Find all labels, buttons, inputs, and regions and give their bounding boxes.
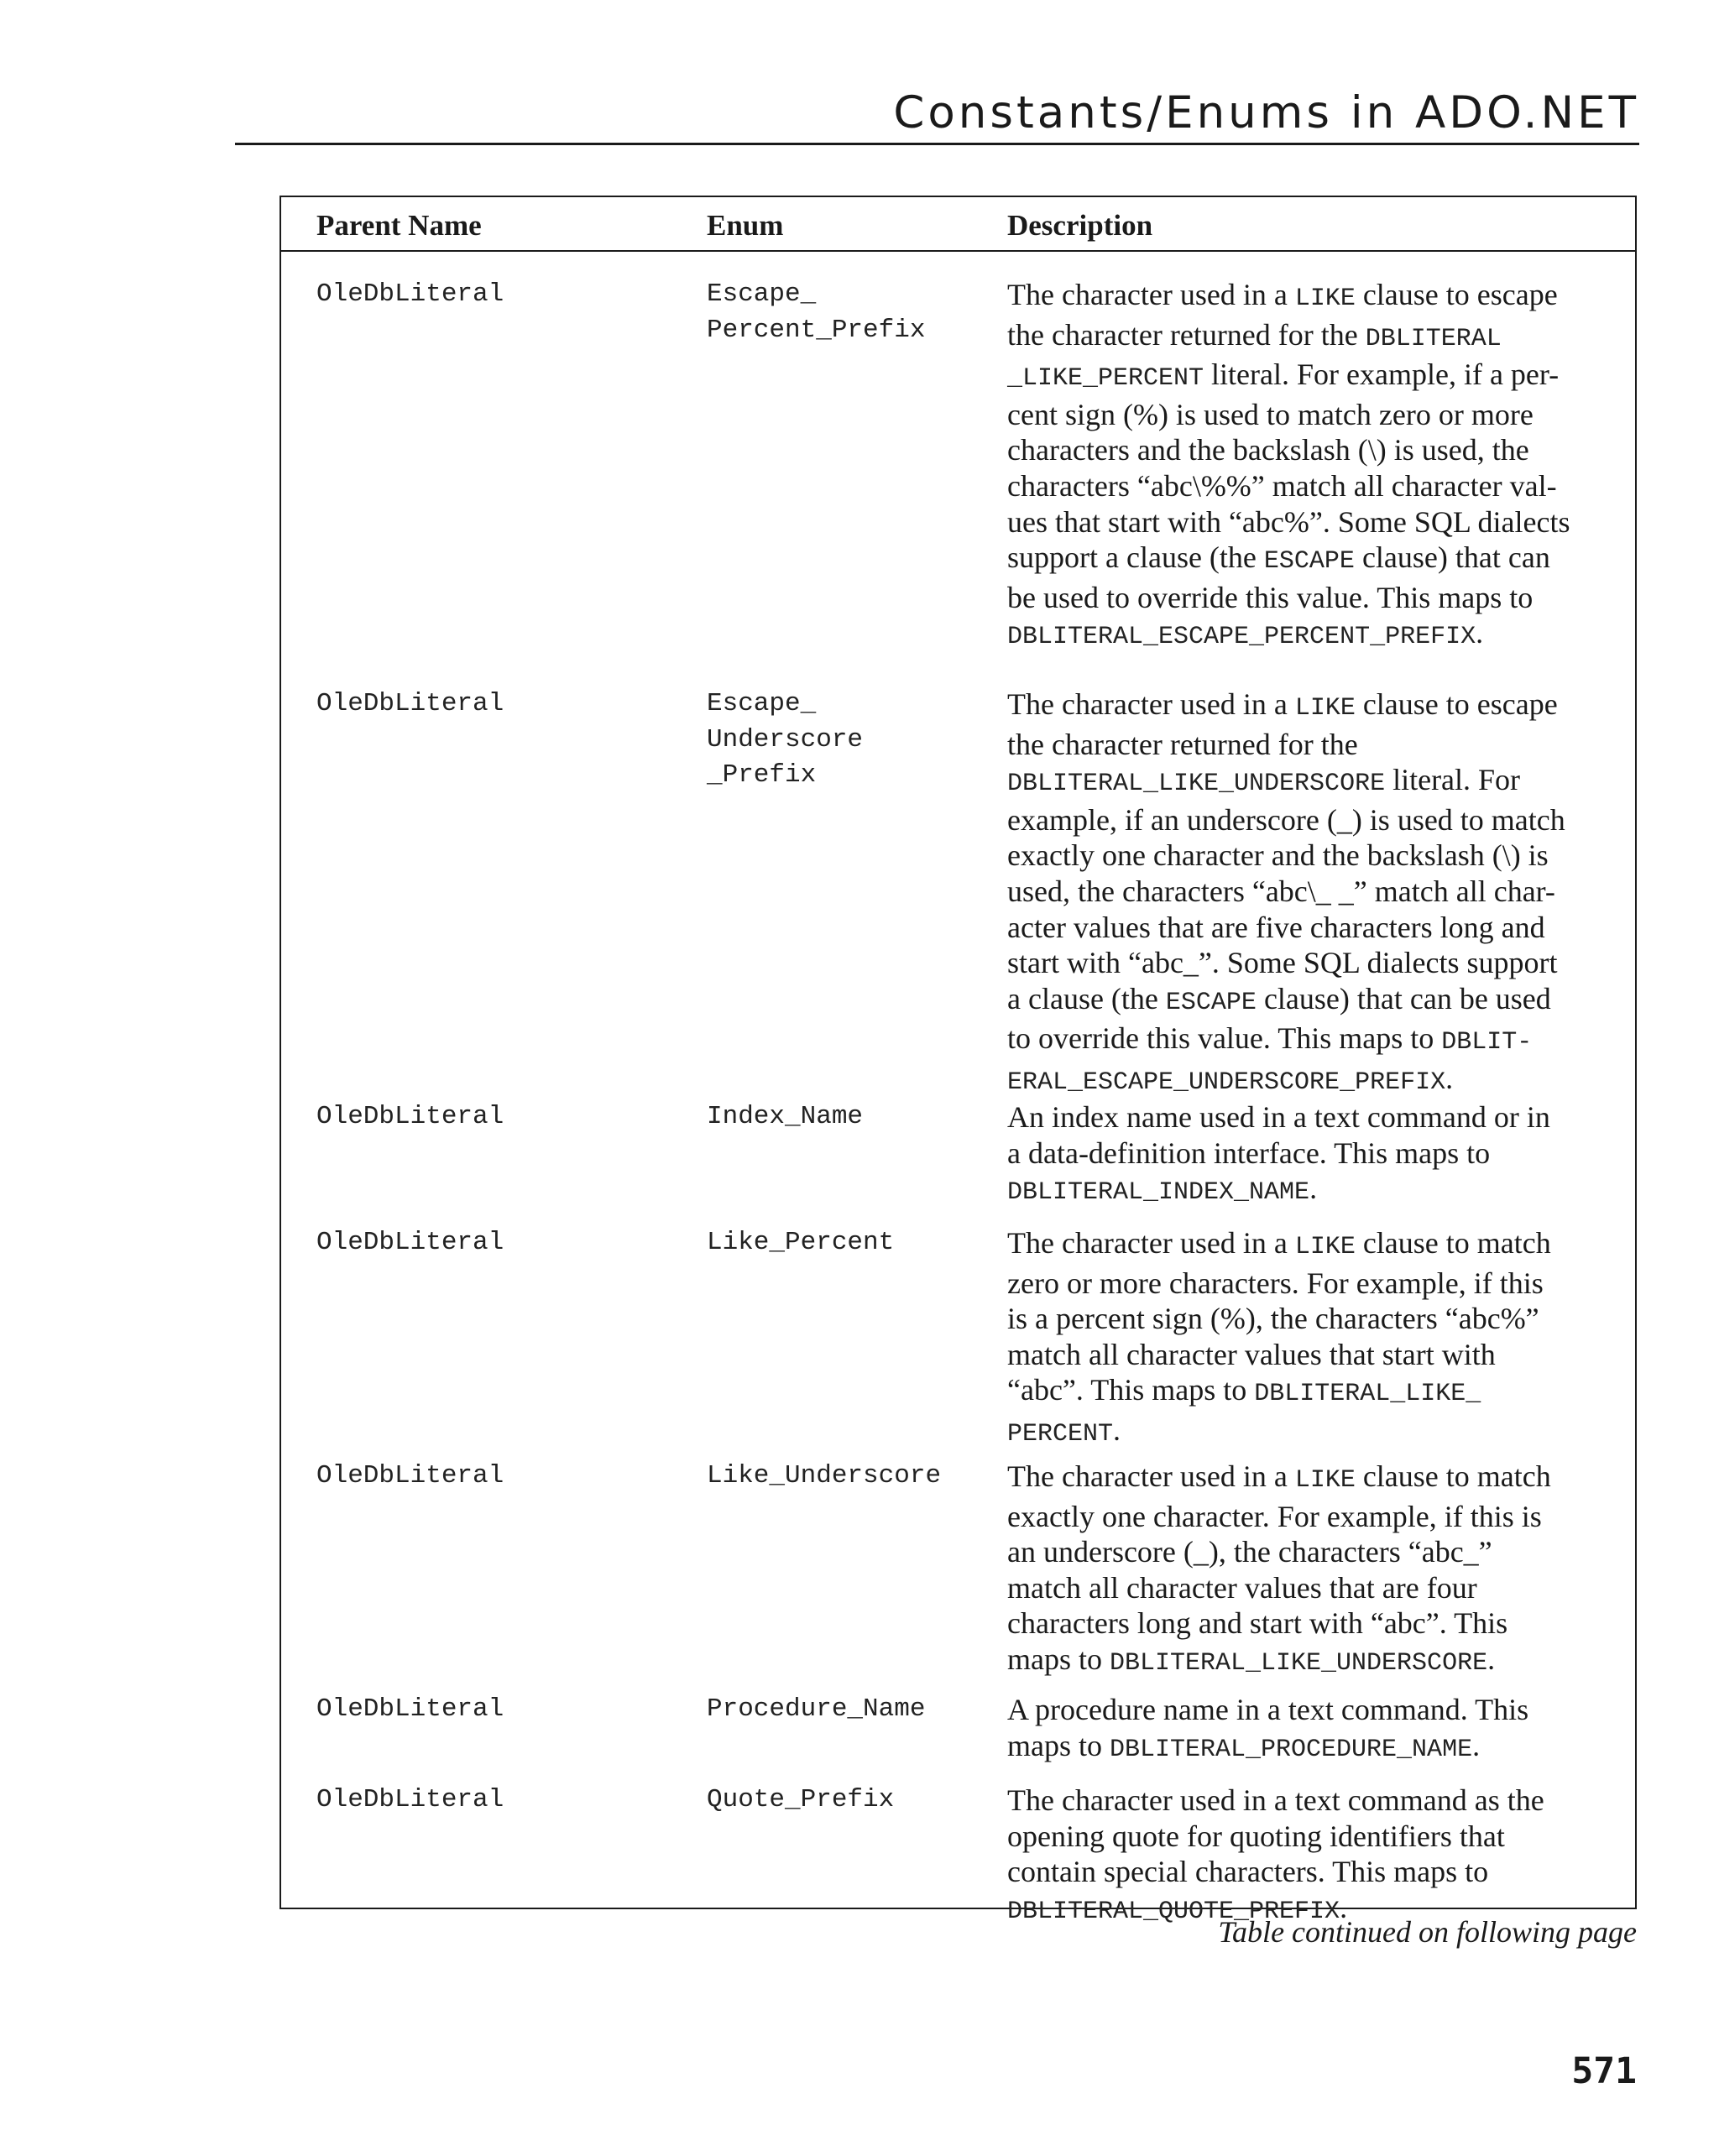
text-run: used, the characters “abc\_ _” match all char- [1007,874,1555,908]
text-run: characters “abc\%%” match all character val- [1007,468,1557,503]
description-line [1007,397,1620,433]
table-header [281,197,1635,252]
text-run: . [1340,1890,1348,1924]
text-run: ues that start with “abc%”. Some SQL dialects [1007,504,1570,539]
description-line [1007,1605,1620,1642]
text-run: The character used in a [1007,1459,1295,1493]
text-run: The character used in a [1007,278,1295,311]
description-line [1007,1337,1620,1373]
text-run: the character returned for the [1007,317,1366,352]
description-line [1007,1061,1620,1101]
enum-line: Procedure_Name [707,1694,926,1724]
enum-line: Percent_Prefix [707,315,926,345]
description-line [1007,1570,1620,1606]
code-literal: LIKE [1294,1466,1356,1495]
text-run: contain special characters. This maps to [1007,1855,1489,1889]
code-literal: DBLITERAL_LIKE_ [1254,1380,1481,1409]
description-line [1007,1728,1620,1768]
text-run: match all character values that start with [1007,1337,1496,1371]
header-rule [235,143,1639,145]
header-parent-name: Parent Name [316,209,482,242]
code-literal: ESCAPE [1263,547,1355,577]
text-run: start with “abc_”. Some SQL dialects support [1007,946,1558,980]
code-literal: DBLIT- [1441,1028,1533,1057]
text-run: cent sign (%) is used to match zero or more [1007,397,1534,431]
description-line [1007,1534,1620,1570]
description-line [1007,615,1620,655]
cell-parent-name: OleDbLiteral [316,1102,504,1131]
text-run: a data-definition interface. This maps to [1007,1135,1491,1170]
description-line [1007,1171,1620,1211]
enum-table [280,196,1637,1926]
cell-enum [707,1692,984,1728]
code-literal: LIKE [1294,694,1356,723]
description-line [1007,686,1620,727]
text-run: be used to override this value. This maps to [1007,580,1534,614]
description-line [1007,432,1620,468]
page-number: 571 [1571,2050,1637,2092]
text-run: literal. For example, if a per- [1204,358,1560,392]
text-run: characters long and start with “abc”. This [1007,1606,1508,1641]
description-line [1007,1854,1620,1890]
text-run: . [1472,1728,1481,1762]
text-run: the character returned for the [1007,727,1358,761]
text-run: support a clause (the [1007,540,1264,575]
text-run: characters and the backslash (\) is used, the [1007,433,1529,467]
description-line [1007,1099,1620,1135]
text-run: acter values that are five characters long and [1007,910,1545,944]
text-run: “abc”. This maps to [1007,1373,1255,1407]
text-run: to override this value. This maps to [1007,1021,1442,1056]
text-run: . [1113,1412,1121,1447]
text-run: clause to escape [1355,278,1558,311]
enum-line: Like_Underscore [707,1461,942,1490]
description-line [1007,317,1620,358]
enum-line: Quote_Prefix [707,1785,895,1814]
description-line [1007,1021,1620,1061]
description-line [1007,504,1620,540]
text-run: opening quote for quoting identifiers that [1007,1819,1505,1853]
cell-parent-name: OleDbLiteral [316,1228,504,1257]
cell-enum [707,1459,984,1495]
text-run: a clause (the [1007,981,1166,1015]
description-line [1007,981,1620,1021]
header-description: Description [1007,209,1153,242]
description-line [1007,1135,1620,1172]
cell-description [1007,1459,1620,1682]
cell-enum [707,277,984,348]
text-run: exactly one character. For example, if this is [1007,1499,1542,1533]
cell-enum [707,1783,984,1819]
cell-parent-name: OleDbLiteral [316,1694,504,1724]
text-run: clause) that can be used [1256,981,1551,1015]
cell-description [1007,1225,1620,1453]
text-run: The character used in a [1007,1226,1295,1260]
code-literal: LIKE [1294,285,1356,313]
description-line [1007,277,1620,317]
description-line [1007,910,1620,946]
enum-line: Index_Name [707,1102,864,1131]
text-run: clause) that can [1354,540,1550,575]
code-literal: DBLITERAL [1365,324,1502,353]
code-literal: _LIKE_PERCENT [1007,364,1204,394]
description-line [1007,945,1620,981]
description-line [1007,1499,1620,1535]
text-run: example, if an underscore (_) is used to match [1007,802,1565,837]
text-run: clause to match [1355,1459,1551,1493]
description-line [1007,468,1620,504]
description-line [1007,1783,1620,1819]
description-line [1007,1225,1620,1266]
cell-enum [707,686,984,794]
cell-description [1007,277,1620,655]
description-line [1007,802,1620,838]
enum-line: _Prefix [707,760,817,791]
text-run: The character used in a [1007,687,1295,721]
code-literal: DBLITERAL_LIKE_UNDERSCORE [1110,1648,1488,1678]
text-run: match all character values that are four [1007,1570,1477,1605]
text-run: an underscore (_), the characters “abc_” [1007,1535,1492,1569]
text-run: clause to match [1355,1226,1551,1260]
cell-description [1007,1692,1620,1767]
description-line [1007,1819,1620,1855]
description-line [1007,357,1620,397]
enum-line: Escape_ [707,279,817,309]
description-line [1007,580,1620,616]
description-line [1007,1372,1620,1412]
text-run: maps to [1007,1642,1110,1676]
cell-description [1007,1783,1620,1929]
code-literal: DBLITERAL_ESCAPE_PERCENT_PREFIX [1007,623,1476,652]
code-literal: DBLITERAL_LIKE_UNDERSCORE [1007,770,1386,799]
description-line [1007,1459,1620,1499]
description-line [1007,540,1620,580]
enum-line: Underscore [707,724,864,754]
cell-description [1007,686,1620,1101]
code-literal: PERCENT [1007,1419,1114,1449]
code-literal: ERAL_ESCAPE_UNDERSCORE_PREFIX [1007,1068,1446,1097]
description-line [1007,874,1620,910]
enum-line: Like_Percent [707,1228,895,1257]
text-run: . [1445,1061,1454,1095]
text-run: is a percent sign (%), the characters “abc%” [1007,1302,1539,1336]
cell-parent-name: OleDbLiteral [316,279,504,309]
cell-enum [707,1225,984,1261]
description-line [1007,727,1620,763]
description-line [1007,1412,1620,1453]
header-enum: Enum [707,209,784,242]
text-run: zero or more characters. For example, if this [1007,1266,1544,1300]
enum-line: Escape_ [707,689,817,718]
code-literal: DBLITERAL_INDEX_NAME [1007,1178,1310,1208]
text-run: exactly one character and the backslash (\) is [1007,838,1549,873]
cell-description [1007,1099,1620,1211]
description-line [1007,1301,1620,1337]
cell-parent-name: OleDbLiteral [316,1461,504,1490]
text-run: An index name used in a text command or in [1007,1100,1550,1134]
description-line [1007,1692,1620,1728]
cell-parent-name: OleDbLiteral [316,689,504,718]
text-run: . [1476,616,1484,650]
text-run: . [1309,1172,1318,1206]
code-literal: DBLITERAL_QUOTE_PREFIX [1007,1897,1340,1926]
text-run: A procedure name in a text command. This [1007,1693,1529,1726]
running-head: Constants/Enums in ADO.NET [893,87,1639,138]
description-line [1007,838,1620,874]
cell-enum [707,1099,984,1135]
text-run: clause to escape [1355,687,1558,721]
description-line [1007,762,1620,802]
code-literal: LIKE [1294,1233,1356,1261]
text-run: . [1487,1642,1496,1676]
text-run: The character used in a text command as the [1007,1783,1544,1817]
code-literal: DBLITERAL_PROCEDURE_NAME [1110,1735,1473,1764]
description-line [1007,1266,1620,1302]
description-line [1007,1642,1620,1682]
text-run: literal. For [1385,763,1521,797]
cell-parent-name: OleDbLiteral [316,1785,504,1814]
text-run: maps to [1007,1728,1110,1762]
code-literal: ESCAPE [1165,988,1257,1017]
table-continued-note: Table continued on following page [1218,1915,1637,1949]
